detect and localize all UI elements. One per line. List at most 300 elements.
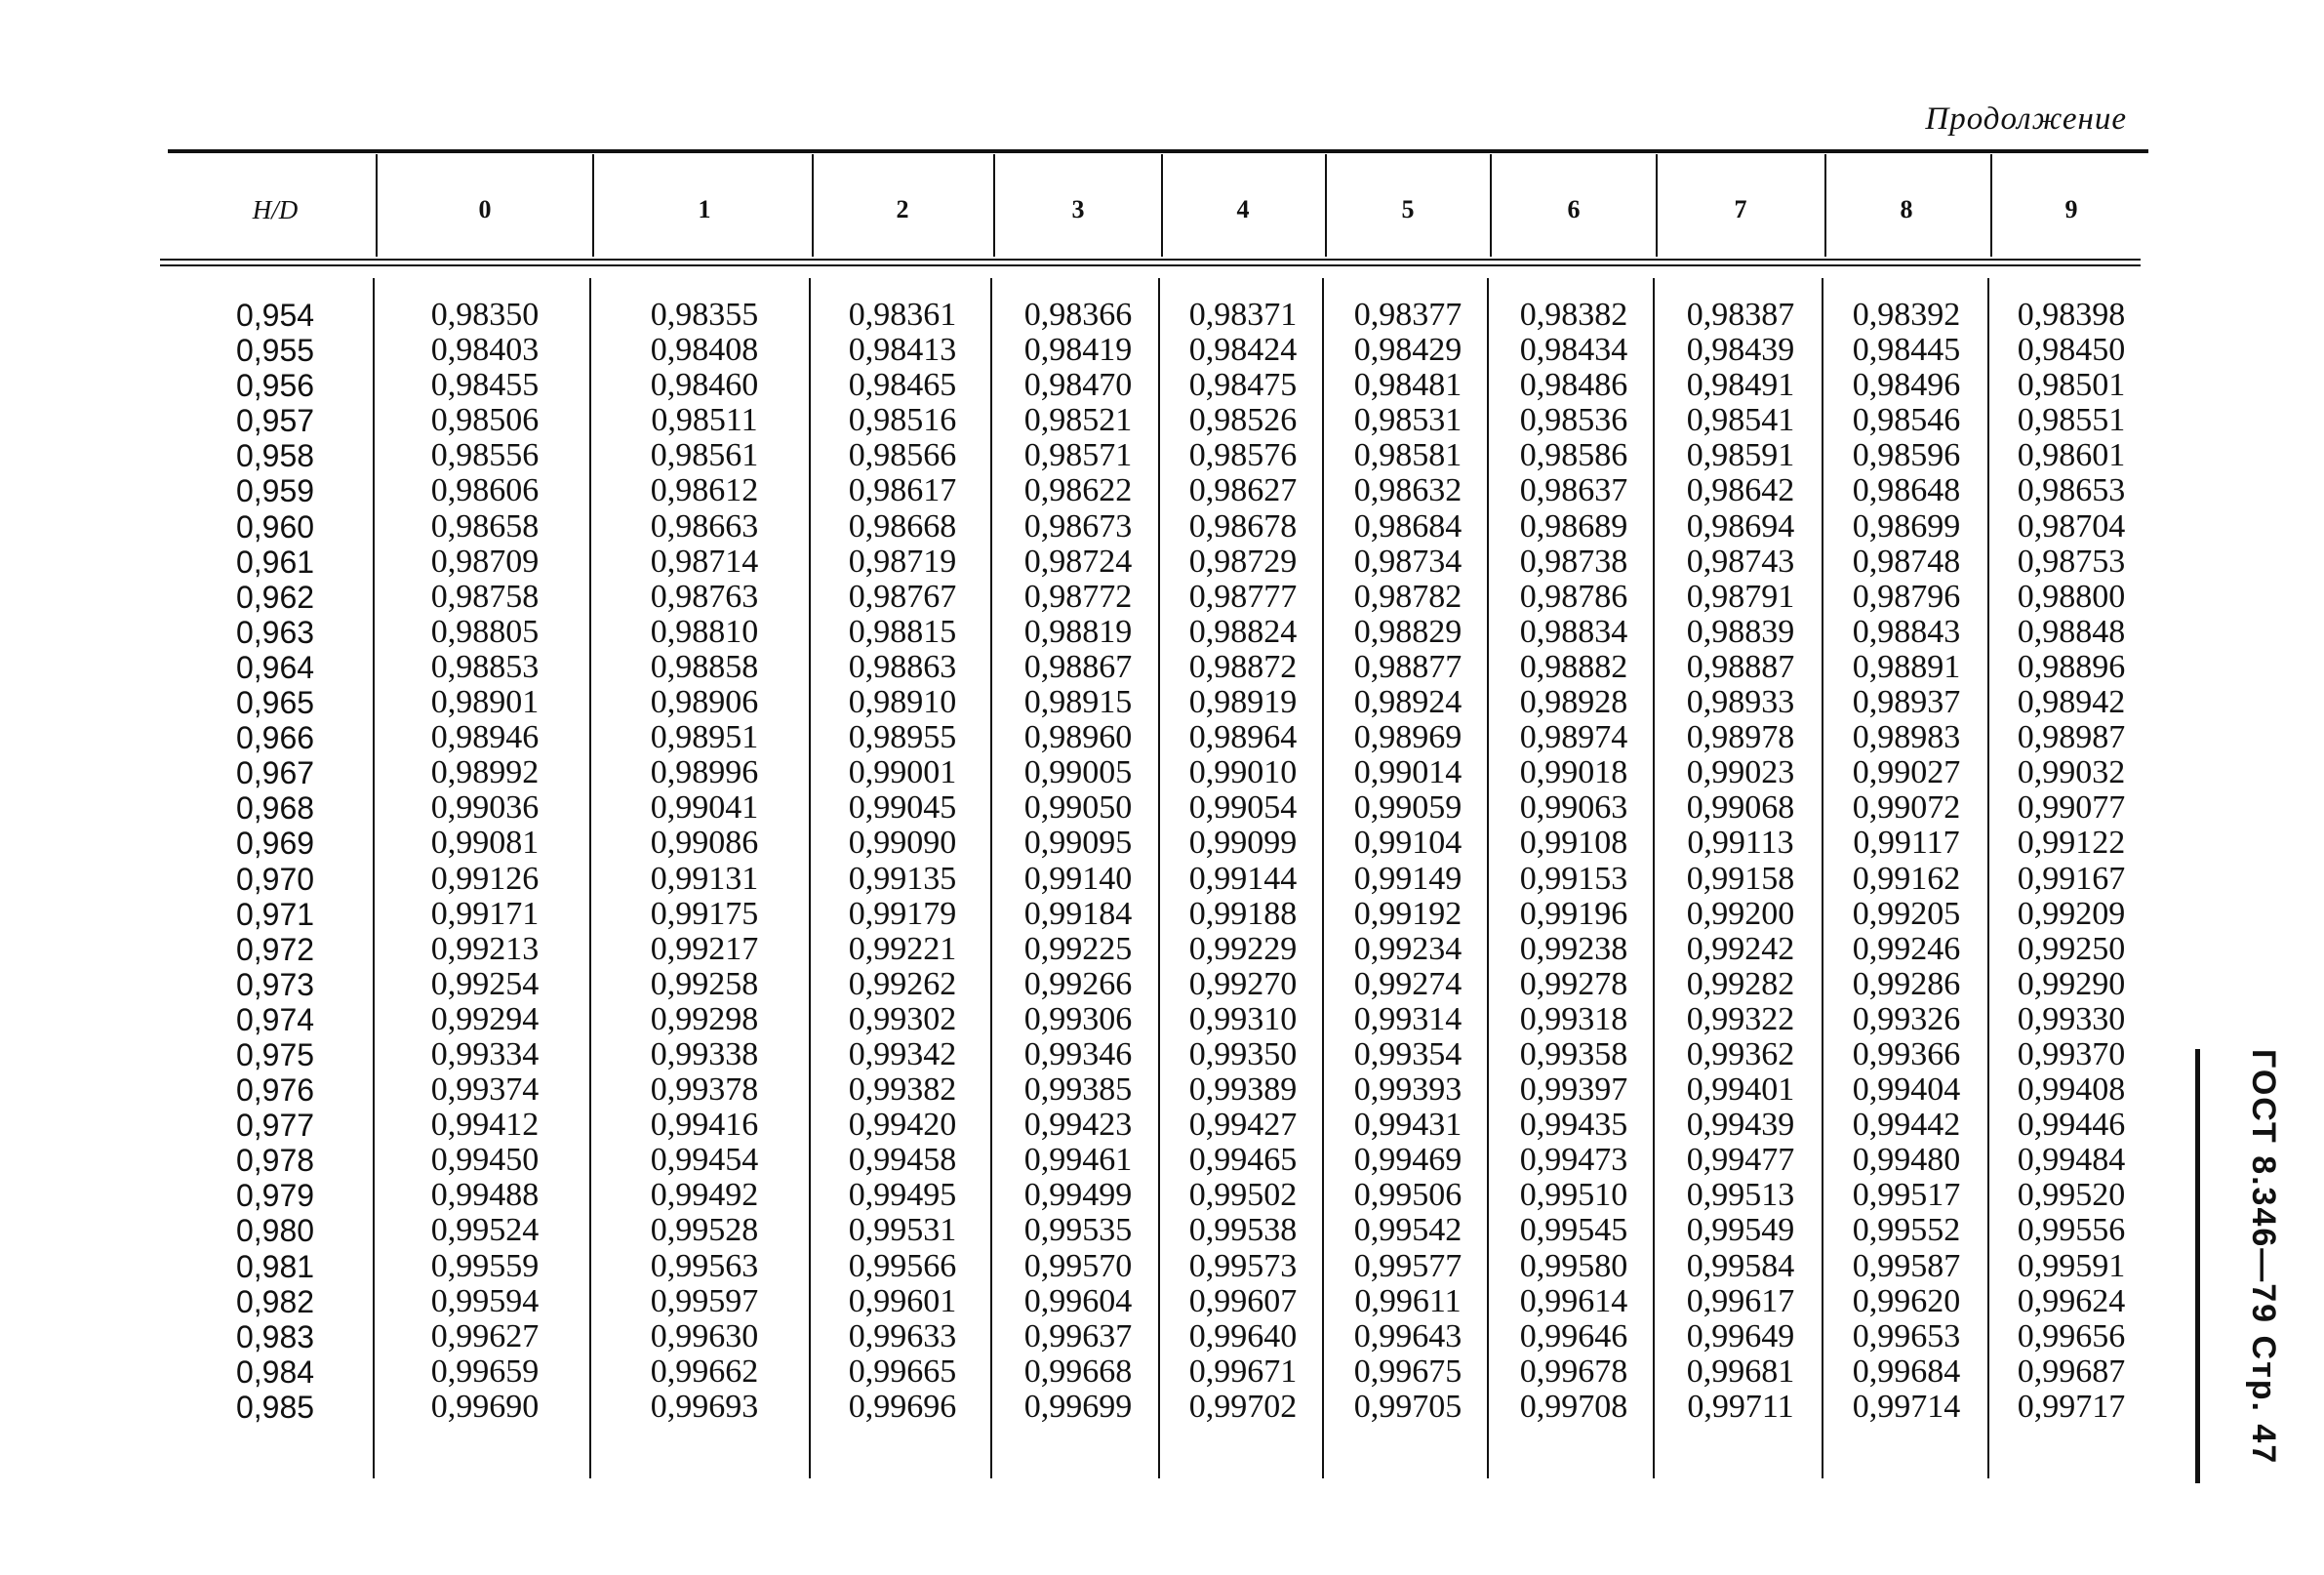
- table-cell: 0,99382: [848, 1071, 957, 1109]
- table-cell: 0,99274: [1353, 965, 1463, 1002]
- table-cell: 0,98663: [650, 507, 759, 545]
- table-cell: 0,98758: [430, 578, 540, 615]
- table-cell: 0,98782: [1353, 578, 1463, 615]
- table-cell: 0,98867: [1023, 648, 1133, 685]
- table-cell: 0,98501: [2017, 367, 2126, 404]
- header-digit-7: 7: [1734, 195, 1747, 223]
- table-cell: 0,98689: [1519, 507, 1628, 545]
- header-digit-5: 5: [1401, 195, 1415, 223]
- table-cell: 0,99513: [1686, 1177, 1795, 1214]
- body-column-divider: [589, 278, 591, 1478]
- table-cell: 0,98617: [848, 472, 957, 509]
- table-cell: 0,99192: [1353, 895, 1463, 932]
- table-cell: 0,99465: [1188, 1142, 1298, 1179]
- table-cell: 0,98546: [1852, 402, 1961, 439]
- table-cell: 0,98450: [2017, 332, 2126, 369]
- table-cell: 0,98429: [1353, 332, 1463, 369]
- table-cell: 0,99205: [1852, 895, 1961, 932]
- table-cell: 0,99480: [1852, 1142, 1961, 1179]
- table-cell: 0,98684: [1353, 507, 1463, 545]
- table-cell: 0,99032: [2017, 754, 2126, 791]
- table-cell: 0,98714: [650, 543, 759, 580]
- table-cell: 0,99266: [1023, 965, 1133, 1002]
- table-cell: 0,99254: [430, 965, 540, 1002]
- table-cell: 0,99362: [1686, 1035, 1795, 1072]
- table-cell: 0,98612: [650, 472, 759, 509]
- table-cell: 0,98561: [650, 437, 759, 474]
- value-column-5: [1325, 298, 1491, 1425]
- table-cell: 0,99617: [1686, 1282, 1795, 1319]
- table-cell: 0,99014: [1353, 754, 1463, 791]
- table-cell: 0,99282: [1686, 965, 1795, 1002]
- table-cell: 0,98983: [1852, 719, 1961, 756]
- table-cell: 0,99681: [1686, 1353, 1795, 1390]
- hd-value: 0,954: [235, 298, 315, 333]
- table-cell: 0,99601: [848, 1282, 957, 1319]
- table-cell: 0,99346: [1023, 1035, 1133, 1072]
- hd-value: 0,965: [235, 685, 315, 721]
- table-cell: 0,98891: [1852, 648, 1961, 685]
- table-cell: 0,98786: [1519, 578, 1628, 615]
- table-cell: 0,99234: [1353, 930, 1463, 967]
- table-cell: 0,99113: [1687, 825, 1794, 862]
- hd-value: 0,979: [235, 1178, 315, 1214]
- hd-value: 0,978: [235, 1143, 315, 1179]
- table-cell: 0,99045: [848, 789, 957, 827]
- table-cell: 0,99250: [2017, 930, 2126, 967]
- table-cell: 0,98382: [1519, 297, 1628, 333]
- hd-value: 0,966: [235, 720, 315, 756]
- table-cell: 0,99477: [1686, 1142, 1795, 1179]
- table-cell: 0,98551: [2017, 402, 2126, 439]
- table-cell: 0,99492: [650, 1177, 759, 1214]
- hd-value: 0,973: [235, 966, 315, 1002]
- value-column-3: [995, 298, 1161, 1425]
- table-cell: 0,98882: [1519, 648, 1628, 685]
- table-cell: 0,98767: [848, 578, 957, 615]
- hd-value: 0,958: [235, 438, 315, 474]
- table-cell: 0,98371: [1188, 297, 1298, 333]
- header-digit-4: 4: [1236, 195, 1250, 223]
- table-cell: 0,99552: [1852, 1212, 1961, 1249]
- table-cell: 0,99570: [1023, 1247, 1133, 1284]
- table-cell: 0,99520: [2017, 1177, 2126, 1214]
- table-cell: 0,99162: [1852, 860, 1961, 897]
- table-cell: 0,99196: [1519, 895, 1628, 932]
- table-cell: 0,99469: [1353, 1142, 1463, 1179]
- table-cell: 0,98763: [650, 578, 759, 615]
- header-digit-1: 1: [698, 195, 711, 223]
- table-cell: 0,99535: [1023, 1212, 1133, 1249]
- table-cell: 0,98924: [1353, 684, 1463, 721]
- table-cell: 0,99393: [1353, 1071, 1463, 1109]
- table-cell: 0,98536: [1519, 402, 1628, 439]
- table-cell: 0,98951: [650, 719, 759, 756]
- value-column-4: [1160, 298, 1326, 1425]
- table-cell: 0,99542: [1353, 1212, 1463, 1249]
- table-cell: 0,98839: [1686, 613, 1795, 650]
- table-cell: 0,99502: [1188, 1177, 1298, 1214]
- table-cell: 0,99059: [1353, 789, 1463, 827]
- table-cell: 0,99068: [1686, 789, 1795, 827]
- hd-value: 0,972: [235, 931, 315, 967]
- table-cell: 0,98777: [1188, 578, 1298, 615]
- table-cell: 0,99614: [1519, 1282, 1628, 1319]
- table-cell: 0,99580: [1519, 1247, 1628, 1284]
- table-cell: 0,98581: [1353, 437, 1463, 474]
- value-column-8: [1823, 298, 1989, 1425]
- table-cell: 0,98719: [848, 543, 957, 580]
- table-cell: 0,99072: [1852, 789, 1961, 827]
- table-cell: 0,98408: [650, 332, 759, 369]
- table-header-rule: [160, 259, 2141, 266]
- table-cell: 0,98960: [1023, 719, 1133, 756]
- table-cell: 0,98439: [1686, 332, 1795, 369]
- table-cell: 0,98481: [1353, 367, 1463, 404]
- hd-value: 0,957: [235, 403, 315, 439]
- table-cell: 0,99627: [430, 1317, 540, 1354]
- table-cell: 0,99495: [848, 1177, 957, 1214]
- table-cell: 0,99412: [430, 1107, 540, 1144]
- table-cell: 0,99018: [1519, 754, 1628, 791]
- table-cell: 0,99423: [1023, 1107, 1133, 1144]
- table-cell: 0,98942: [2017, 684, 2126, 721]
- table-cell: 0,98843: [1852, 613, 1961, 650]
- header-column-divider: [376, 154, 378, 257]
- hd-value: 0,959: [235, 473, 315, 509]
- table-cell: 0,99294: [430, 1000, 540, 1037]
- table-cell: 0,98969: [1353, 719, 1463, 756]
- table-cell: 0,99027: [1852, 754, 1961, 791]
- table-cell: 0,99643: [1353, 1317, 1463, 1354]
- table-cell: 0,99566: [848, 1247, 957, 1284]
- table-cell: 0,98829: [1353, 613, 1463, 650]
- table-cell: 0,98591: [1686, 437, 1795, 474]
- table-cell: 0,99649: [1686, 1317, 1795, 1354]
- table-cell: 0,99200: [1686, 895, 1795, 932]
- table-cell: 0,99597: [650, 1282, 759, 1319]
- table-cell: 0,99374: [430, 1071, 540, 1109]
- table-cell: 0,98434: [1519, 332, 1628, 369]
- header-digit-2: 2: [896, 195, 909, 223]
- table-cell: 0,99298: [650, 1000, 759, 1037]
- table-cell: 0,98887: [1686, 648, 1795, 685]
- table-cell: 0,98955: [848, 719, 957, 756]
- table-cell: 0,98877: [1353, 648, 1463, 685]
- table-cell: 0,99209: [2017, 895, 2126, 932]
- table-cell: 0,98805: [430, 613, 540, 650]
- table-cell: 0,98937: [1852, 684, 1961, 721]
- table-cell: 0,99702: [1188, 1388, 1298, 1425]
- table-cell: 0,98632: [1353, 472, 1463, 509]
- table-cell: 0,99528: [650, 1212, 759, 1249]
- table-cell: 0,98738: [1519, 543, 1628, 580]
- table-cell: 0,99302: [848, 1000, 957, 1037]
- table-cell: 0,98848: [2017, 613, 2126, 650]
- table-cell: 0,99262: [848, 965, 957, 1002]
- table-cell: 0,99499: [1023, 1177, 1133, 1214]
- body-column-divider: [990, 278, 992, 1478]
- table-cell: 0,99591: [2017, 1247, 2126, 1284]
- table-cell: 0,99665: [848, 1353, 957, 1390]
- table-cell: 0,99401: [1686, 1071, 1795, 1109]
- hd-value: 0,969: [235, 826, 315, 862]
- table-cell: 0,99705: [1353, 1388, 1463, 1425]
- table-cell: 0,98413: [848, 332, 957, 369]
- table-cell: 0,99408: [2017, 1071, 2126, 1109]
- table-cell: 0,99095: [1023, 825, 1133, 862]
- table-cell: 0,99213: [430, 930, 540, 967]
- table-cell: 0,99404: [1852, 1071, 1961, 1109]
- table-cell: 0,99140: [1023, 860, 1133, 897]
- table-cell: 0,99358: [1519, 1035, 1628, 1072]
- table-cell: 0,98475: [1188, 367, 1298, 404]
- table-cell: 0,99458: [848, 1142, 957, 1179]
- table-cell: 0,99484: [2017, 1142, 2126, 1179]
- value-column-0: [387, 298, 582, 1425]
- table-cell: 0,98653: [2017, 472, 2126, 509]
- table-cell: 0,98704: [2017, 507, 2126, 545]
- table-cell: 0,99217: [650, 930, 759, 967]
- table-cell: 0,99330: [2017, 1000, 2126, 1037]
- table-cell: 0,98734: [1353, 543, 1463, 580]
- table-cell: 0,99656: [2017, 1317, 2126, 1354]
- table-cell: 0,99104: [1353, 825, 1463, 862]
- table-cell: 0,98753: [2017, 543, 2126, 580]
- table-cell: 0,98858: [650, 648, 759, 685]
- table-cell: 0,98571: [1023, 437, 1133, 474]
- table-cell: 0,98673: [1023, 507, 1133, 545]
- table-cell: 0,98724: [1023, 543, 1133, 580]
- table-cell: 0,99050: [1023, 789, 1133, 827]
- table-cell: 0,99584: [1686, 1247, 1795, 1284]
- table-cell: 0,98460: [650, 367, 759, 404]
- table-cell: 0,98772: [1023, 578, 1133, 615]
- table-cell: 0,99611: [1354, 1282, 1462, 1319]
- table-cell: 0,99001: [848, 754, 957, 791]
- table-cell: 0,99077: [2017, 789, 2126, 827]
- table-cell: 0,99633: [848, 1317, 957, 1354]
- table-cell: 0,99179: [848, 895, 957, 932]
- table-cell: 0,99135: [848, 860, 957, 897]
- value-column-2: [815, 298, 990, 1425]
- table-cell: 0,99577: [1353, 1247, 1463, 1284]
- table-cell: 0,98992: [430, 754, 540, 791]
- table-cell: 0,99171: [430, 895, 540, 932]
- table-cell: 0,99454: [650, 1142, 759, 1179]
- table-cell: 0,98403: [430, 332, 540, 369]
- table-cell: 0,98668: [848, 507, 957, 545]
- table-cell: 0,99659: [430, 1353, 540, 1390]
- table-cell: 0,98455: [430, 367, 540, 404]
- value-column-6: [1491, 298, 1657, 1425]
- table-cell: 0,99378: [650, 1071, 759, 1109]
- table-cell: 0,99326: [1852, 1000, 1961, 1037]
- table-cell: 0,98601: [2017, 437, 2126, 474]
- table-cell: 0,99671: [1188, 1353, 1298, 1390]
- table-cell: 0,99221: [848, 930, 957, 967]
- table-cell: 0,99573: [1188, 1247, 1298, 1284]
- table-cell: 0,99717: [2017, 1388, 2126, 1425]
- table-cell: 0,98377: [1353, 297, 1463, 333]
- header-hd: H/D: [252, 195, 299, 224]
- table-cell: 0,99416: [650, 1107, 759, 1144]
- table-cell: 0,98974: [1519, 719, 1628, 756]
- table-cell: 0,99442: [1852, 1107, 1961, 1144]
- table-cell: 0,98516: [848, 402, 957, 439]
- table-cell: 0,99675: [1353, 1353, 1463, 1390]
- table-cell: 0,99620: [1852, 1282, 1961, 1319]
- table-cell: 0,98622: [1023, 472, 1133, 509]
- table-cell: 0,99306: [1023, 1000, 1133, 1037]
- table-cell: 0,99545: [1519, 1212, 1628, 1249]
- table-cell: 0,99258: [650, 965, 759, 1002]
- table-cell: 0,99531: [848, 1212, 957, 1249]
- table-cell: 0,99684: [1852, 1353, 1961, 1390]
- side-margin-bar: [2195, 1049, 2243, 1483]
- hd-value: 0,971: [235, 896, 315, 932]
- table-cell: 0,98928: [1519, 684, 1628, 721]
- table-cell: 0,98834: [1519, 613, 1628, 650]
- table-cell: 0,98987: [2017, 719, 2126, 756]
- table-cell: 0,99662: [650, 1353, 759, 1390]
- hd-value: 0,967: [235, 755, 315, 791]
- table-cell: 0,99427: [1188, 1107, 1298, 1144]
- table-cell: 0,99036: [430, 789, 540, 827]
- table-cell: 0,99385: [1023, 1071, 1133, 1109]
- table-cell: 0,99637: [1023, 1317, 1133, 1354]
- table-cell: 0,99699: [1023, 1388, 1133, 1425]
- hd-value: 0,984: [235, 1353, 315, 1390]
- table-cell: 0,99090: [848, 825, 957, 862]
- table-cell: 0,99687: [2017, 1353, 2126, 1390]
- header-digit-9: 9: [2064, 195, 2078, 223]
- table-cell: 0,98853: [430, 648, 540, 685]
- table-cell: 0,99188: [1188, 895, 1298, 932]
- table-cell: 0,99350: [1188, 1035, 1298, 1072]
- table-cell: 0,98606: [430, 472, 540, 509]
- value-column-7: [1658, 298, 1823, 1425]
- continuation-label: Продолжение: [1925, 101, 2127, 137]
- table-cell: 0,99389: [1188, 1071, 1298, 1109]
- table-cell: 0,99549: [1686, 1212, 1795, 1249]
- table-cell: 0,98576: [1188, 437, 1298, 474]
- table-cell: 0,98526: [1188, 402, 1298, 439]
- table-cell: 0,98658: [430, 507, 540, 545]
- table-cell: 0,99108: [1519, 825, 1628, 862]
- table-top-rule: [168, 149, 2148, 153]
- table-cell: 0,98392: [1852, 297, 1961, 333]
- table-cell: 0,98815: [848, 613, 957, 650]
- table-cell: 0,99286: [1852, 965, 1961, 1002]
- table-cell: 0,98506: [430, 402, 540, 439]
- hd-value: 0,962: [235, 579, 315, 615]
- table-cell: 0,99624: [2017, 1282, 2126, 1319]
- table-cell: 0,99310: [1188, 1000, 1298, 1037]
- table-cell: 0,99242: [1686, 930, 1795, 967]
- table-cell: 0,98810: [650, 613, 759, 650]
- table-cell: 0,99640: [1188, 1317, 1298, 1354]
- table-cell: 0,99063: [1519, 789, 1628, 827]
- table-cell: 0,98819: [1023, 613, 1133, 650]
- table-cell: 0,99290: [2017, 965, 2126, 1002]
- table-cell: 0,98531: [1353, 402, 1463, 439]
- table-cell: 0,98678: [1188, 507, 1298, 545]
- table-cell: 0,98901: [430, 684, 540, 721]
- hd-value: 0,980: [235, 1213, 315, 1249]
- table-cell: 0,98872: [1188, 648, 1298, 685]
- table-cell: 0,98933: [1686, 684, 1795, 721]
- hd-value: 0,985: [235, 1389, 315, 1425]
- table-cell: 0,99122: [2017, 825, 2126, 862]
- header-column-divider: [812, 154, 814, 257]
- table-cell: 0,98996: [650, 754, 759, 791]
- table-cell: 0,98791: [1686, 578, 1795, 615]
- header-digit-8: 8: [1900, 195, 1913, 223]
- table-cell: 0,99225: [1023, 930, 1133, 967]
- table-cell: 0,99431: [1353, 1107, 1463, 1144]
- table-cell: 0,98642: [1686, 472, 1795, 509]
- table-cell: 0,99010: [1188, 754, 1298, 791]
- header-digit-0: 0: [478, 195, 492, 223]
- table-cell: 0,99175: [650, 895, 759, 932]
- table-cell: 0,99342: [848, 1035, 957, 1072]
- header-digit-6: 6: [1567, 195, 1581, 223]
- table-cell: 0,98398: [2017, 297, 2126, 333]
- table-cell: 0,98863: [848, 648, 957, 685]
- table-cell: 0,99714: [1852, 1388, 1961, 1425]
- hd-value: 0,982: [235, 1283, 315, 1319]
- table-cell: 0,99370: [2017, 1035, 2126, 1072]
- table-cell: 0,99420: [848, 1107, 957, 1144]
- table-cell: 0,99524: [430, 1212, 540, 1249]
- table-cell: 0,98596: [1852, 437, 1961, 474]
- table-cell: 0,99117: [1853, 825, 1960, 862]
- table-cell: 0,99473: [1519, 1142, 1628, 1179]
- table-cell: 0,98964: [1188, 719, 1298, 756]
- table-cell: 0,99144: [1188, 860, 1298, 897]
- value-column-1: [607, 298, 802, 1425]
- table-cell: 0,99435: [1519, 1107, 1628, 1144]
- table-cell: 0,98511: [651, 402, 758, 439]
- hd-value: 0,961: [235, 544, 315, 580]
- table-cell: 0,99668: [1023, 1353, 1133, 1390]
- table-cell: 0,98694: [1686, 507, 1795, 545]
- table-cell: 0,99126: [430, 860, 540, 897]
- table-cell: 0,99167: [2017, 860, 2126, 897]
- table-cell: 0,99158: [1686, 860, 1795, 897]
- table-cell: 0,98978: [1686, 719, 1795, 756]
- table-cell: 0,99693: [650, 1388, 759, 1425]
- table-cell: 0,99131: [650, 860, 759, 897]
- body-column-divider: [809, 278, 811, 1478]
- hd-value: 0,963: [235, 614, 315, 650]
- table-cell: 0,99334: [430, 1035, 540, 1072]
- table-cell: 0,99081: [430, 825, 540, 862]
- hd-value: 0,983: [235, 1318, 315, 1354]
- table-cell: 0,99696: [848, 1388, 957, 1425]
- hd-value: 0,955: [235, 333, 315, 369]
- table-cell: 0,98566: [848, 437, 957, 474]
- table-cell: 0,99678: [1519, 1353, 1628, 1390]
- table-cell: 0,98796: [1852, 578, 1961, 615]
- value-column-9: [1988, 298, 2154, 1425]
- table-cell: 0,99005: [1023, 754, 1133, 791]
- table-cell: 0,99604: [1023, 1282, 1133, 1319]
- table-cell: 0,98699: [1852, 507, 1961, 545]
- table-cell: 0,99461: [1023, 1142, 1133, 1179]
- table-cell: 0,99099: [1188, 825, 1298, 862]
